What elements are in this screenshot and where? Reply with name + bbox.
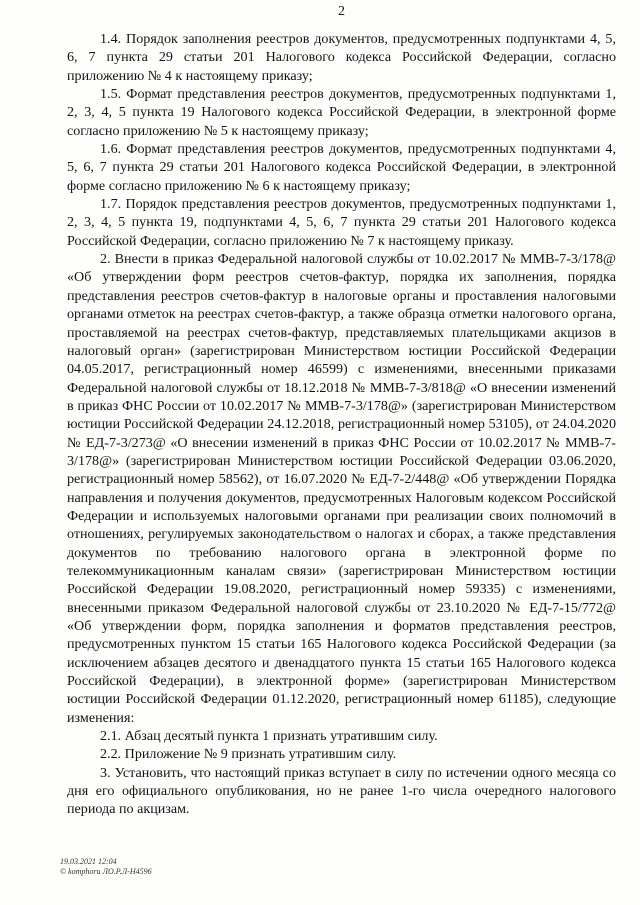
paragraph-3: 3. Установить, что настоящий приказ вступает в силу по истечении одного месяца со дня его официального опубликования, но не ранее 1-го числа очередного налогового периода по акцизам. [67, 764, 616, 818]
document-body [67, 30, 616, 819]
paragraph-1-5: 1.5. Формат представления реестров документов, предусмотренных подпунктами 1, 2, 3, 4, 5 пункта 19 Налогового кодекса Российской Федерации, в электронной форме согласно приложению № 5 к настоящему приказу; [67, 86, 616, 139]
paragraph-1-7: 1.7. Порядок представления реестров документов, предусмотренных подпунктами 1, 2, 3, 4, 5 пункта 19, подпунктами 4, 5, 6, 7 пункта 29 статьи 201 Налогового кодекса Российской Федерации, согласно приложению № 7 к настоящему приказу. [67, 196, 616, 249]
paragraph-1-6: 1.6. Формат представления реестров документов, предусмотренных подпунктами 4, 5, 6, 7 пункта 29 статьи 201 Налогового кодекса Российской Федерации, в электронной форме согласно приложению № 6 к настоящему приказу; [67, 141, 616, 194]
paragraph-2: 2. Внести в приказ Федеральной налоговой службы от 10.02.2017 № ММВ-7-3/178@ «Об утверждении форм реестров счетов-фактур, порядка их заполнения, порядка представления реестров счетов-фактур в налоговые органы и проставления налоговыми органами отметок на реестрах счетов-фактур, а также образца отметки налогового органа, проставляемой на реестрах счетов-фактур, представляемых плательщиками акцизов в налоговый орган» (зарегистрирован Министерством юстиции Российской Федерации 04.05.2017, регистрационный номер 46599) с изменениями, внесенными приказами Федеральной налоговой службы от 18.12.2018 № ММВ-7-3/818@ «О внесении изменений в приказ ФНС России от 10.02.2017 № ММВ-7-3/178@» (зарегистрирован Министерством юстиции Российской Федерации 24.12.2018, регистрационный номер 53105), от 24.04.2020 № ЕД-7-3/273@ «О внесении изменений в приказ ФНС России от 10.02.2017 № ММВ-7-3/178@» (зарегистрирован Министерством юстиции Российской Федерации 03.06.2020, регистрационный номер 58562), от 16.07.2020 № ЕД-7-2/448@ «Об утверждении Порядка направления и получения документов, предусмотренных Налоговым кодексом Российской Федерации и используемых налоговыми органами при реализации своих полномочий в отношениях, регулируемых законодательством о налогах и сборах, а также представления документов по требованию налогового органа в электронной форме по телекоммуникационным каналам связи» (зарегистрирован Министерством юстиции Российской Федерации 19.08.2020, регистрационный номер 59335) с изменениями, внесенными приказом Федеральной налоговой службы от 23.10.2020 № ЕД-7-15/772@ «Об утверждении форм, порядка заполнения и форматов представления реестров, предусмотренных пунктом 15 статьи 165 Налогового кодекса Российской Федерации (за исключением абзацев десятого и двенадцатого пункта 15 статьи 165 Налогового кодекса Российской Федерации), в электронной форме» (зарегистрирован Министерством юстиции Российской Федерации 01.12.2020, регистрационный номер 61185), следующие изменения: [67, 251, 616, 726]
footer-author: © komphoru ЛО.Р.Л-Н4596 [60, 867, 152, 876]
page-number: 2 [338, 4, 345, 19]
footer-date: 19.03.2021 12:04 [60, 857, 117, 866]
paragraph-1-4: 1.4. Порядок заполнения реестров документов, предусмотренных подпунктами 4, 5, 6, 7 пункта 29 статьи 201 Налогового кодекса Российской Федерации, согласно приложению № 4 к настоящему приказу; [67, 31, 616, 84]
document-footer [60, 857, 152, 877]
paragraph-2-1: 2.1. Абзац десятый пункта 1 признать утратившим силу. [100, 728, 438, 745]
paragraph-2-2: 2.2. Приложение № 9 признать утратившим силу. [100, 746, 397, 763]
